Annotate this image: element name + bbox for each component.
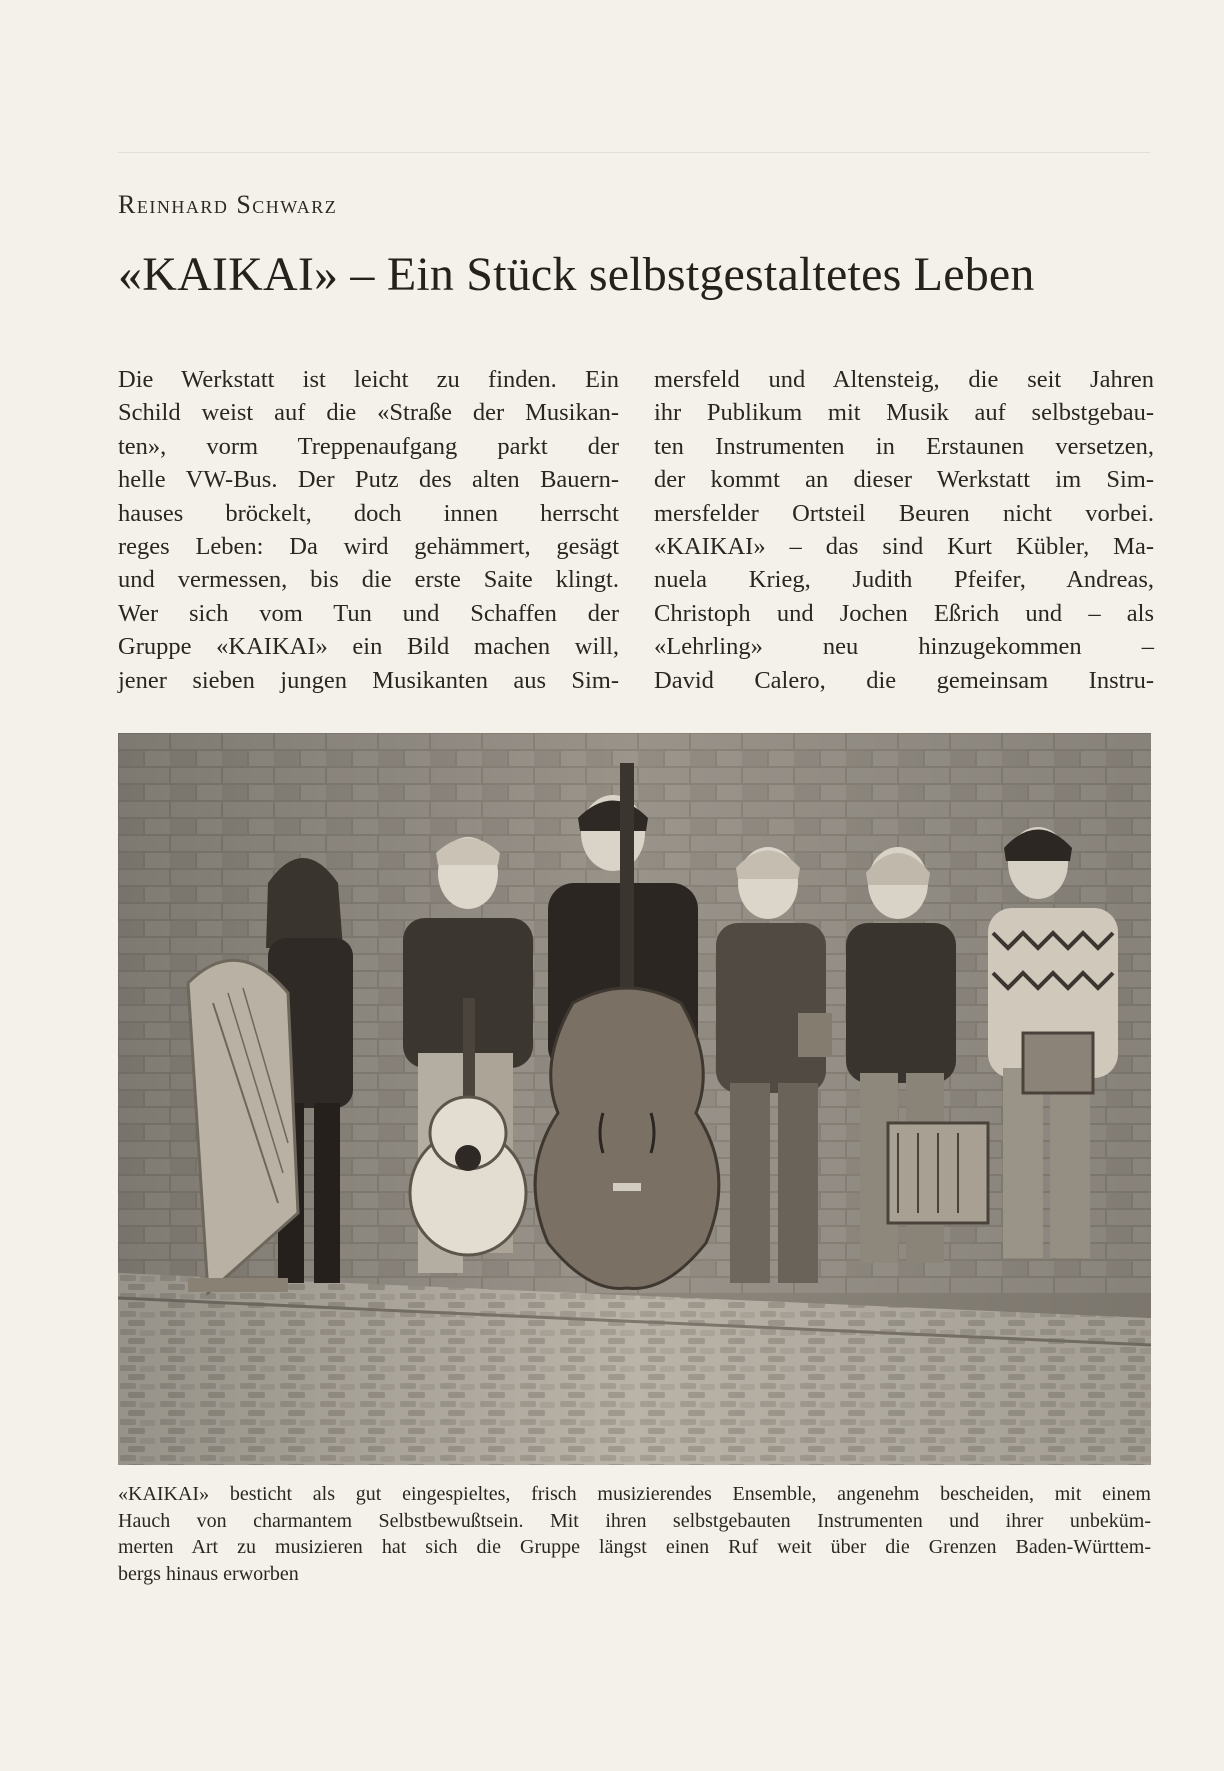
article-title: «KAIKAI» – Ein Stück selbstgestaltetes Leben [118, 248, 1035, 301]
body-line: und vermessen, bis die erste Saite klingt. [118, 566, 619, 594]
body-column-right [654, 363, 1154, 697]
body-line: Christoph und Jochen Eßrich und – als [654, 599, 1154, 627]
body-line: hauses bröckelt, doch innen herrscht [118, 499, 619, 527]
body-line: Schild weist auf die «Straße der Musikan- [118, 399, 619, 427]
body-line: Die Werkstatt ist leicht zu finden. Ein [118, 366, 619, 393]
show-through-rule [118, 152, 1150, 153]
body-line: «Lehrling» neu hinzugekommen – [654, 633, 1154, 661]
body-line: ten Instrumenten in Erstaunen versetzen, [654, 432, 1154, 460]
group-photo [118, 733, 1151, 1465]
caption-line: bergs hinaus erworben [118, 1562, 299, 1585]
caption-line: «KAIKAI» besticht als gut eingespieltes, frisch musizierendes Ensemble, angenehm bescheiden, mit einem [118, 1483, 1151, 1505]
photo-caption [118, 1481, 1151, 1587]
article-author: Reinhard Schwarz [118, 190, 338, 219]
body-line: ten», vorm Treppenaufgang parkt der [118, 432, 619, 460]
body-line: David Calero, die gemeinsam Instru- [654, 666, 1154, 694]
body-line: ihr Publikum mit Musik auf selbstgebau- [654, 399, 1154, 427]
body-line: «KAIKAI» – das sind Kurt Kübler, Ma- [654, 532, 1154, 560]
body-line: mersfeld und Altensteig, die seit Jahren [654, 366, 1154, 393]
body-column-left [118, 363, 619, 697]
body-line: Gruppe «KAIKAI» ein Bild machen will, [118, 633, 619, 661]
body-line: jener sieben jungen Musikanten aus Sim- [118, 666, 619, 694]
body-line: Wer sich vom Tun und Schaffen der [118, 599, 619, 627]
group-photo-illustration [118, 733, 1151, 1465]
body-line: reges Leben: Da wird gehämmert, gesägt [118, 532, 619, 560]
caption-line: Hauch von charmantem Selbstbewußtsein. Mit ihren selbstgebauten Instrumenten und ihrer unbeküm- [118, 1509, 1151, 1532]
body-line: nuela Krieg, Judith Pfeifer, Andreas, [654, 566, 1154, 594]
body-line: der kommt an dieser Werkstatt im Sim- [654, 466, 1154, 494]
body-line: mersfelder Ortsteil Beuren nicht vorbei. [654, 499, 1154, 527]
caption-line: merten Art zu musizieren hat sich die Gruppe längst einen Ruf weit über die Grenzen Baden-Württem- [118, 1536, 1151, 1558]
body-line: helle VW-Bus. Der Putz des alten Bauern- [118, 466, 619, 494]
